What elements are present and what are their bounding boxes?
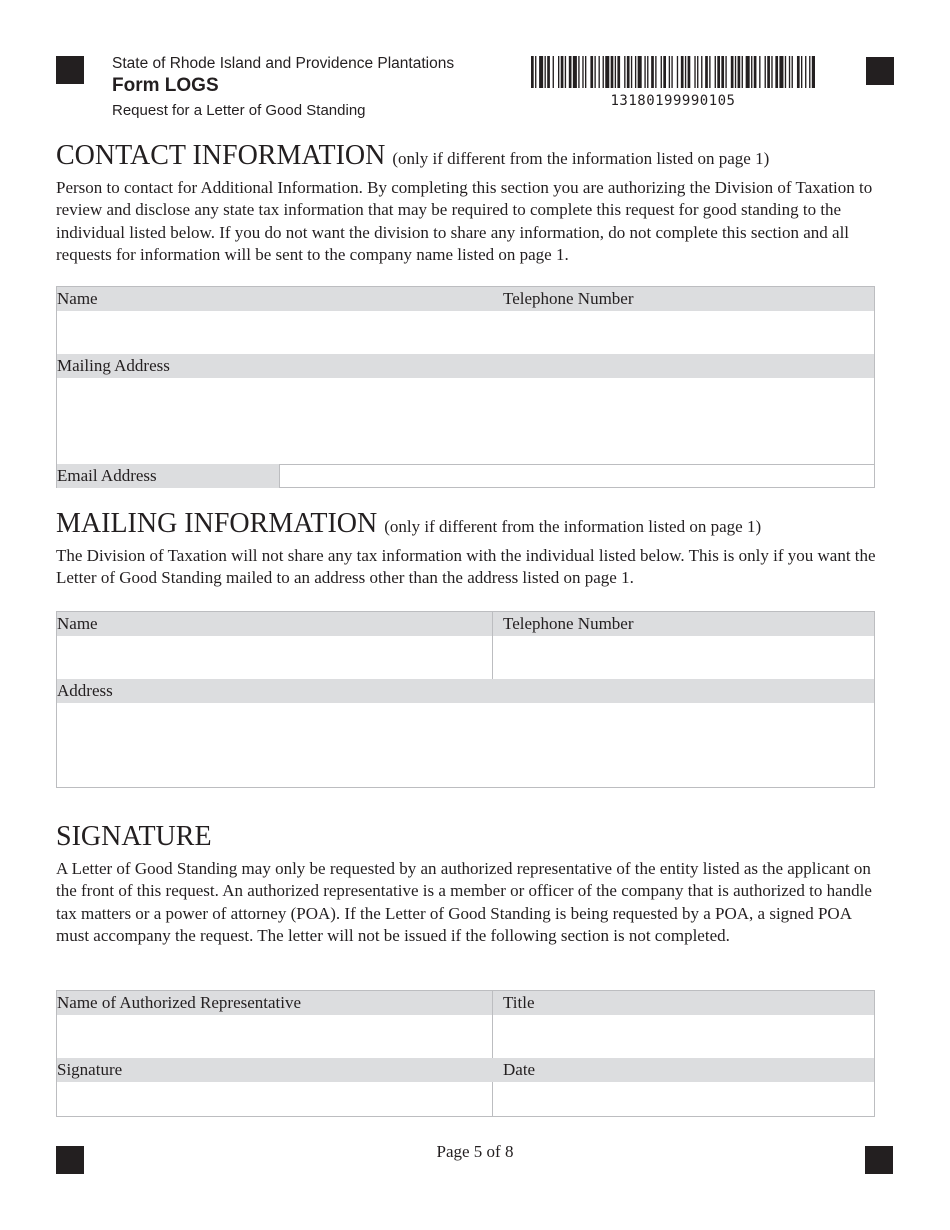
barcode-bar	[651, 56, 654, 88]
barcode-bar	[573, 56, 577, 88]
barcode-bar	[797, 56, 800, 88]
mailing-label-row-2	[57, 679, 874, 703]
barcode-bar	[627, 56, 630, 88]
barcode-bar	[681, 56, 684, 88]
signature-paragraph: A Letter of Good Standing may only be requested by an authorized representative of the entity listed as the applicant on the front of this request. An authorized representative is a member or officer of the company that is authorized to handle tax matters or a power of attorney (POA). If the Letter of Good Standing is being requested by a POA, a signed POA must accompany the request. The letter will not be issued if the following section is not completed.	[56, 859, 872, 945]
mailing-name-field[interactable]	[57, 636, 492, 679]
form-subtitle: Request for a Letter of Good Standing	[112, 102, 366, 119]
registration-mark-top-right	[866, 57, 894, 85]
contact-section-title	[56, 140, 769, 172]
barcode-bar	[611, 56, 614, 88]
signature-field[interactable]	[57, 1082, 492, 1116]
mailing-section-title	[56, 508, 761, 540]
barcode-bar	[578, 56, 579, 88]
barcode-bar	[809, 56, 810, 88]
contact-heading-note: (only if different from the information listed on page 1)	[392, 149, 770, 168]
barcode-bar	[812, 56, 815, 88]
barcode-bar	[694, 56, 695, 88]
barcode-bar	[738, 56, 741, 88]
barcode-bar	[599, 56, 600, 88]
rep-name-label: Name of Authorized Representative	[57, 993, 302, 1012]
mailing-label-row-1	[57, 612, 874, 636]
barcode-bar	[688, 56, 691, 88]
barcode-bar	[671, 56, 672, 88]
barcode-bar	[775, 56, 778, 88]
barcode-bar	[715, 56, 716, 88]
contact-email-field[interactable]	[279, 464, 874, 487]
barcode-bar	[644, 56, 645, 88]
barcode-bar	[594, 56, 595, 88]
rep-title-label: Title	[503, 993, 535, 1012]
barcode-bar	[582, 56, 583, 88]
contact-name-telephone-field[interactable]	[57, 311, 874, 354]
barcode-bar	[535, 56, 536, 88]
barcode-bar	[655, 56, 656, 88]
barcode-bar	[635, 56, 636, 88]
barcode-bar	[539, 56, 543, 88]
barcode-bar	[669, 56, 670, 88]
signature-heading: SIGNATURE	[56, 821, 212, 852]
barcode-bar	[638, 56, 642, 88]
barcode-bar	[615, 56, 616, 88]
date-label: Date	[503, 1060, 536, 1079]
contact-info-box	[56, 286, 875, 488]
mailing-telephone-field[interactable]	[493, 636, 874, 679]
contact-mailing-address-field[interactable]	[57, 378, 874, 464]
mailing-paragraph: The Division of Taxation will not share any tax information with the individual listed below. This is only if you want the Letter of Good Standing mailed to an address other than the address listed on page 1.	[56, 546, 876, 588]
barcode-bar	[742, 56, 743, 88]
signature-label-row-1	[57, 991, 874, 1015]
barcode-bar	[605, 56, 609, 88]
barcode-bar	[754, 56, 757, 88]
barcode-bar	[558, 56, 559, 88]
page-number: Page 5 of 8	[436, 1142, 514, 1161]
barcode-bar	[569, 56, 572, 88]
barcode-bar	[647, 56, 648, 88]
contact-name-label: Name	[57, 289, 98, 308]
contact-label-row-1	[57, 287, 874, 311]
mailing-heading: MAILING INFORMATION	[56, 508, 378, 539]
contact-telephone-label: Telephone Number	[503, 289, 634, 308]
rep-title-field[interactable]	[493, 1015, 874, 1058]
barcode-bar	[765, 56, 766, 88]
barcode-bar	[792, 56, 793, 88]
barcode-bar	[721, 56, 724, 88]
barcode-bar	[735, 56, 736, 88]
mailing-name-label: Name	[57, 614, 98, 633]
form-title: Form LOGS	[112, 75, 219, 96]
barcode-bar	[717, 56, 720, 88]
mailing-info-box	[56, 611, 875, 788]
barcode-bar	[617, 56, 620, 88]
barcode-bar	[709, 56, 710, 88]
barcode-bar	[759, 56, 760, 88]
barcode-bar	[725, 56, 726, 88]
barcode-bar	[701, 56, 702, 88]
barcode-bar	[751, 56, 752, 88]
mailing-heading-note: (only if different from the information listed on page 1)	[384, 517, 762, 536]
registration-mark-top-left	[56, 56, 84, 84]
barcode-bar	[631, 56, 632, 88]
barcode-bar	[789, 56, 790, 88]
state-name: State of Rhode Island and Providence Plantations	[112, 55, 455, 72]
barcode-bar	[553, 56, 554, 88]
barcode-bar	[801, 56, 802, 88]
barcode-bar	[731, 56, 734, 88]
barcode-bar	[585, 56, 586, 88]
contact-email-label: Email Address	[57, 466, 157, 485]
signature-box	[56, 990, 875, 1117]
barcode-bar	[677, 56, 678, 88]
barcode-bar	[603, 56, 604, 88]
contact-paragraph: Person to contact for Additional Information. By completing this section you are authorizing the Division of Taxation to review and disclose any state tax information that may be required to complete this request for good standing to the individual listed below. If you do not want the division to share any information, do not complete this section and all requests for information will be sent to the company name listed on page 1.	[56, 178, 873, 264]
contact-label-row-2	[57, 354, 874, 378]
barcode-bar	[565, 56, 566, 88]
barcode-number: 13180199990105	[610, 93, 736, 109]
barcode-bar	[746, 56, 750, 88]
contact-mailing-address-label: Mailing Address	[57, 356, 170, 375]
rep-name-field[interactable]	[57, 1015, 492, 1058]
contact-email-label-cell	[57, 464, 279, 488]
barcode-bar	[531, 56, 534, 88]
barcode-bar	[590, 56, 593, 88]
signature-label-row-2	[57, 1058, 874, 1082]
barcode-bar	[697, 56, 698, 88]
mailing-address-field[interactable]	[57, 703, 874, 787]
mailing-telephone-label: Telephone Number	[503, 614, 634, 633]
contact-heading: CONTACT INFORMATION	[56, 140, 386, 171]
barcode-bar	[685, 56, 686, 88]
barcode-bar	[767, 56, 770, 88]
mailing-address-label: Address	[57, 681, 113, 700]
barcode-bar	[779, 56, 783, 88]
barcode	[531, 56, 815, 88]
barcode-bar	[663, 56, 666, 88]
barcode-bar	[771, 56, 772, 88]
barcode-bar	[805, 56, 806, 88]
barcode-bar	[624, 56, 625, 88]
barcode-bar	[545, 56, 546, 88]
barcode-bar	[785, 56, 786, 88]
barcode-bar	[547, 56, 550, 88]
barcode-bar	[705, 56, 708, 88]
date-field[interactable]	[493, 1082, 874, 1116]
signature-section-title	[56, 821, 212, 853]
barcode-bar	[561, 56, 564, 88]
barcode-bar	[661, 56, 662, 88]
signature-label: Signature	[57, 1060, 123, 1079]
